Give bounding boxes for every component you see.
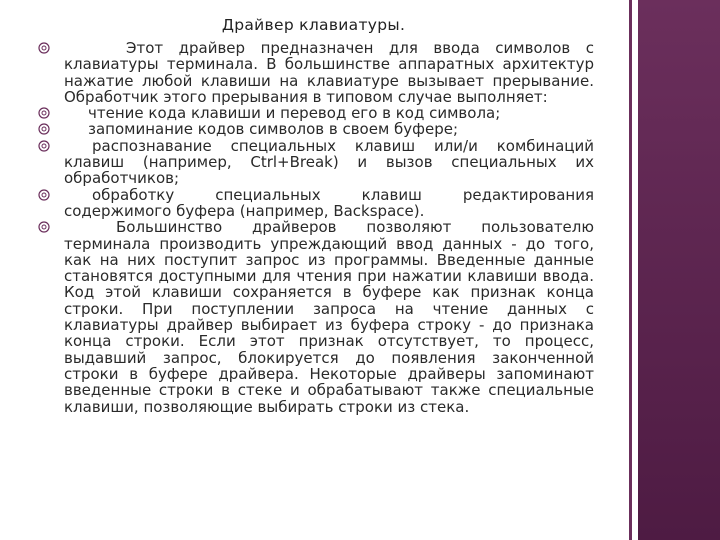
list-item-text: обработку специальных клавиш редактирования содержимого буфера (например, Backspace). [64, 185, 594, 220]
flower-bullet-icon [38, 107, 50, 119]
side-divider [629, 0, 632, 540]
flower-bullet-icon [38, 42, 50, 54]
list-item [38, 187, 594, 220]
list-item [38, 138, 594, 187]
list-item-text: распознавание специальных клавиш или/и комбинаций клавиш (например, Ctrl+Break) и вызов специальных их обработчиков; [64, 136, 594, 188]
slide-title: Драйвер клавиатуры. [221, 16, 406, 34]
list-item-text: Этот драйвер предназначен для ввода символов с клавиатуры терминала. В большинстве аппаратных архитектур нажатие любой клавиши на клавиатуре вызывает прерывание. Обработчик этого прерывания в типовом случае выполняет: [64, 39, 594, 106]
list-item-text: чтение кода клавиши и перевод его в код символа; [88, 104, 501, 123]
side-accent-panel [638, 0, 720, 540]
list-item-text: Большинство драйверов позволяют пользователю терминала производить упреждающий ввод данных - до того, как на них поступит запрос из программы. Введенные данные становятся доступными для чтения при нажатии клавиши ввода. Код этой клавиши сохраняется в буфере как признак конца строки. При поступлении запроса на чтение данных с клавиатуры драйвер выбирает из буфера строку - до признака конца строки. Если этот признак отсутствует, то процесс, выдавший запрос, блокируется до появления законченной строки в буфере драйвера. Некоторые драйверы запоминают введенные строки в стеке и обрабатывают также специальные клавиши, позволяющие выбирать строки из стека. [64, 218, 594, 416]
flower-bullet-icon [38, 140, 50, 152]
list-item [38, 219, 594, 415]
flower-bullet-icon [38, 221, 50, 233]
flower-bullet-icon [38, 123, 50, 135]
list-item-text: запоминание кодов символов в своем буфере; [88, 120, 459, 139]
flower-bullet-icon [38, 189, 50, 201]
bullet-list [38, 40, 594, 415]
list-item [38, 121, 594, 137]
list-item [38, 40, 594, 105]
list-item [38, 105, 594, 121]
